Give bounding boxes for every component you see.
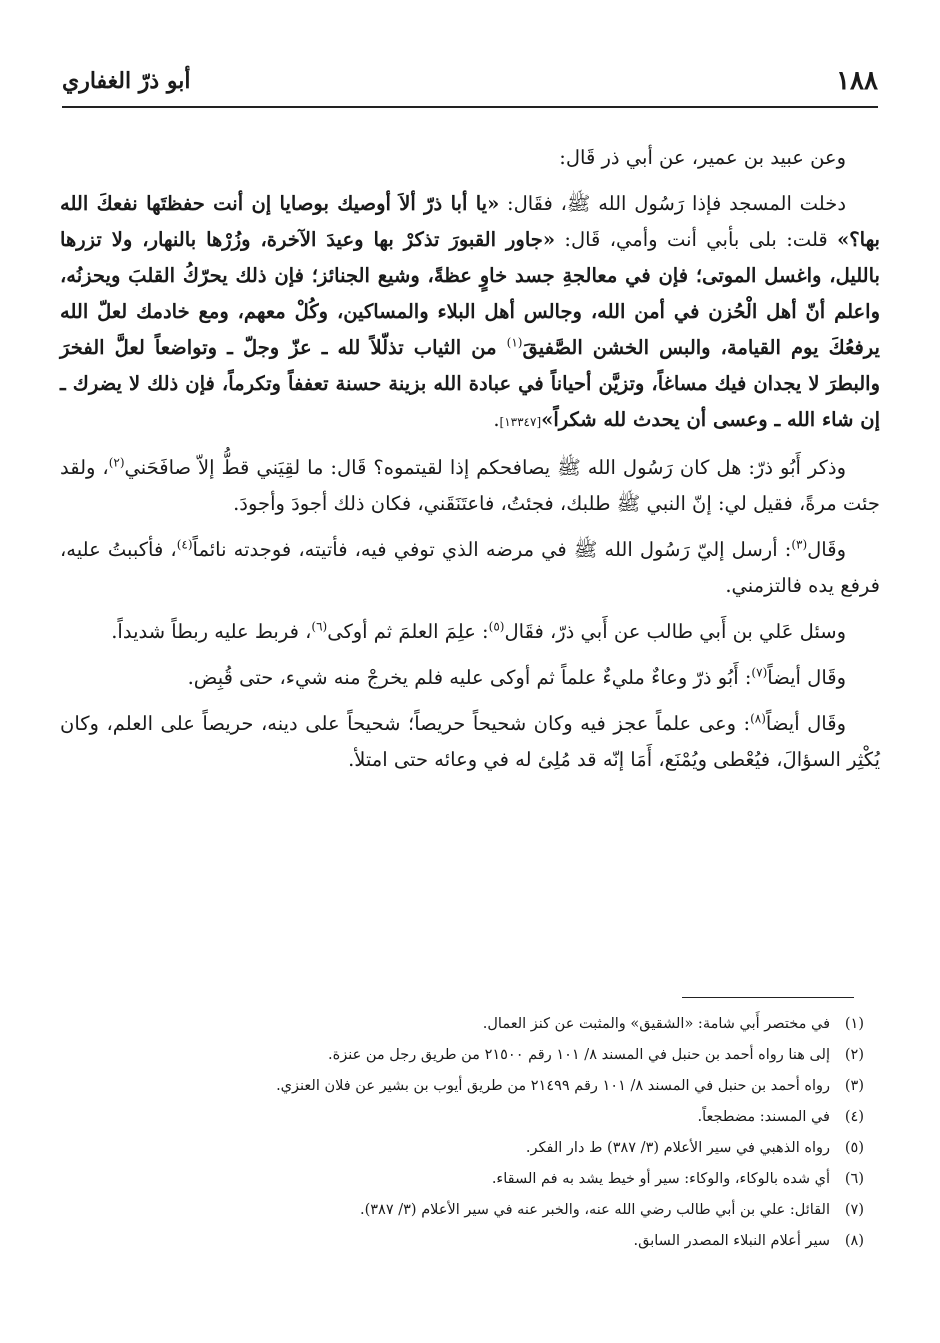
text-run: قلت: بلى بأبي أنت وأمي، قَال: — [555, 228, 838, 251]
paragraph — [60, 706, 880, 778]
paragraph — [60, 450, 880, 522]
text-run: : علِمَ العلمَ ثم أوكى — [327, 620, 489, 643]
text-run: . — [493, 408, 500, 431]
text-run: ، ولقد جئت مرةً، فقيل لي: إنّ النبي ﷺ طلبك، فجئتُ، فاعتَنَقَني، فكان ذلك أجودَ وأجودَ. — [60, 456, 880, 515]
text-run: وقَال أيضاً — [767, 666, 846, 689]
footnote-text: القائل: علي بن أبي طالب رضي الله عنه، والخبر عنه في سير الأعلام (٣/ ٣٨٧). — [359, 1202, 830, 1218]
text-run: ، فأكببتُ عليه، فرفع يده فالتزمني. — [60, 538, 880, 597]
footnote-text: رواه أحمد بن حنبل في المسند ٨/ ١٠١ رقم ٢١٤٩٩ من طريق أيوب بن بشير عن فلان العنزي. — [276, 1078, 830, 1094]
footnote — [60, 1009, 864, 1040]
footnote-marker: (٢) — [108, 455, 125, 470]
text-run: وعن عبيد بن عمير، عن أبي ذر قَال: — [559, 146, 846, 169]
text-run: : وعى علماً عجز فيه وكان شحيحاً حريصاً؛ شحيحاً على دينه، حريصاً على العلم، وكان يُكْثِر السؤالَ، فيُعْطى ويُمْنَع، أَمَا إنّه قد مُلِئ له في وعائه حتى امتلأ. — [60, 712, 880, 771]
text-run: وقَال — [807, 538, 846, 561]
footnote-text: في المسند: مضطجعاً. — [697, 1109, 830, 1125]
footnote-number: (١) — [844, 1016, 864, 1032]
hadith-reference: [١٣٣٤٧] — [499, 415, 542, 429]
footnote-text: رواه الذهبي في سير الأعلام (٣/ ٣٨٧) ط دار الفكر. — [525, 1140, 830, 1156]
text-run: : أرسل إليّ رَسُول الله ﷺ في مرضه الذي توفي فيه، فأتيته، فوجدته نائماً — [192, 538, 792, 561]
paragraph — [60, 532, 880, 604]
footnote-number: (٨) — [844, 1233, 864, 1249]
footnote-number: (٧) — [844, 1202, 864, 1218]
footnote — [60, 1040, 864, 1071]
hadith-quote: «يا أبا ذرّ ألاَ أوصيك بوصايا إن أنت حفظتَها نفعكَ الله بها؟» — [60, 192, 880, 251]
footnote — [60, 1133, 864, 1164]
footnote-text: أي شده بالوكاء، والوكاء: سير أو خيط يشد به فم السقاء. — [491, 1171, 830, 1187]
footnote-marker: (٤) — [176, 537, 193, 552]
hadith-quote: «جاور القبورَ تذكرْ بها وعيدَ الآخرة، وزُرْها بالنهار، ولا تزرها بالليل، واغسل الموتى؛ فإن في معالجةِ جسد خاوٍ عظةً، وشيع الجنائز؛ فإن ذلك يحرّكُ القلبَ ويحزنُه، واعلم أنّ أهل الْحُزن في أمن الله، وجالس أهل البلاء والمساكين، وكُلْ معهم، ومع خادمك لعلّ الله يرفعُكَ يوم القيامة، والبس الخشن الصَّفيقَ — [60, 228, 880, 359]
footnote-text: في مختصر أَبي شامة: «الشقيق» والمثبت عن كنز العمال. — [482, 1016, 830, 1032]
footnote — [60, 1164, 864, 1195]
footnote-text: سير أعلام النبلاء المصدر السابق. — [633, 1233, 830, 1249]
paragraph — [60, 660, 880, 696]
footnote-marker: (٣) — [791, 537, 808, 552]
footnote-marker: (٨) — [750, 711, 766, 726]
footnote-number: (٦) — [844, 1171, 864, 1187]
footnote-separator — [682, 997, 854, 998]
text-run: : أَبُو ذرّ وعاءٌ مليءٌ علماً ثم أوكى عليه فلم يخرجْ منه شيء، حتى قُبِض. — [187, 666, 752, 689]
main-text — [60, 140, 880, 788]
page-number: ١٨٨ — [836, 66, 878, 96]
footnote — [60, 1071, 864, 1102]
text-run: وقَال أيضاً — [765, 712, 846, 735]
footnote-number: (٢) — [844, 1047, 864, 1063]
footnote — [60, 1102, 864, 1133]
text-run: وذكر أَبُو ذرّ: هل كان رَسُول الله ﷺ يصافحكم إذا لقيتموه؟ قَال: ما لقِيَني قطُّ إلاّ صافَحَني — [124, 456, 847, 479]
hadith-quote: من الثياب تذلّلاً لله ـ عزّ وجلّ ـ وتواضعاً لعلَّ الفخرَ والبطرَ لا يجدان فيك مساغاً، وتزيَّن أحياناً في عبادة الله بزينة حسنة تعففاً وتكرماً، فإن ذلك لا يضرك ـ إن شاء الله ـ وعسى أن يحدث لله شكراً» — [60, 336, 880, 431]
footnote-number: (٣) — [844, 1078, 864, 1094]
text-run: دخلت المسجد فإذا رَسُول الله ﷺ، فقَال: — [499, 192, 847, 215]
footnote-number: (٤) — [844, 1109, 864, 1125]
running-title: أبو ذرّ الغفاري — [62, 68, 191, 94]
running-header — [62, 62, 878, 108]
footnotes — [60, 1009, 864, 1257]
footnote-marker: (٥) — [488, 619, 505, 634]
paragraph — [60, 614, 880, 650]
paragraph — [60, 186, 880, 440]
footnote-marker: (٧) — [751, 665, 768, 680]
text-run: وسئل عَلي بن أَبي طالب عن أَبي ذرّ، فقَال — [504, 620, 846, 643]
footnote-marker: (٦) — [311, 619, 328, 634]
footnote — [60, 1226, 864, 1257]
text-run: ، فربط عليه ربطاً شديداً. — [111, 620, 312, 643]
footnote — [60, 1195, 864, 1226]
footnote-number: (٥) — [844, 1140, 864, 1156]
footnote-text: إلى هنا رواه أحمد بن حنبل في المسند ٨/ ١٠١ رقم ٢١٥٠٠ من طريق رجل من عنزة. — [328, 1047, 830, 1063]
paragraph — [60, 140, 880, 176]
footnote-marker: (١) — [506, 335, 523, 350]
